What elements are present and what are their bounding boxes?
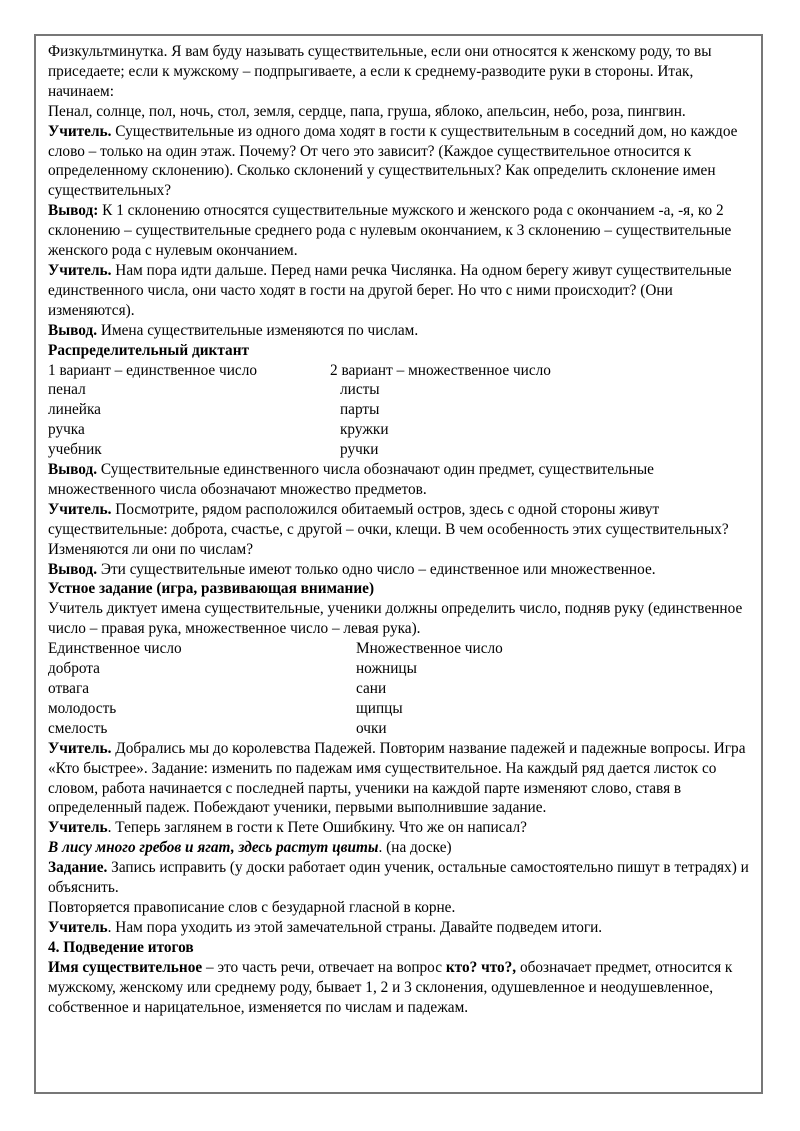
table-cell: доброта bbox=[48, 660, 100, 678]
heading-text: 4. Подведение итогов bbox=[48, 938, 194, 956]
speaker-label: Учитель. bbox=[48, 500, 112, 518]
paragraph-text: Имена существительные изменяются по числам. bbox=[97, 321, 419, 339]
paragraph-error-sentence bbox=[48, 838, 760, 858]
speaker-label: Учитель bbox=[48, 819, 108, 837]
table-row bbox=[48, 400, 760, 420]
speaker-label: Учитель. bbox=[48, 122, 112, 140]
table-cell: очки bbox=[356, 719, 387, 737]
table-cell: ручка bbox=[48, 421, 85, 439]
page-frame bbox=[34, 34, 763, 1094]
table-header-cell: Единственное число bbox=[48, 640, 182, 658]
table-row bbox=[48, 679, 760, 699]
paragraph-text: Посмотрите, рядом расположился обитаемый остров, здесь с одной стороны живут существительные: доброта, счастье, с другой – очки, клещи. В чем особенность этих существительных? Изменяются ли они по числам? bbox=[48, 500, 729, 558]
paragraph-conclusion-3 bbox=[48, 460, 760, 500]
conclusion-label: Вывод. bbox=[48, 560, 98, 578]
speaker-label: Учитель. bbox=[48, 739, 112, 757]
conclusion-label: Вывод. bbox=[48, 461, 98, 479]
table-row bbox=[48, 420, 760, 440]
speaker-label: Учитель bbox=[48, 918, 108, 936]
section-heading-dictation bbox=[48, 341, 760, 361]
paragraph-teacher-1 bbox=[48, 122, 760, 202]
table-cell: молодость bbox=[48, 699, 117, 717]
table-cell: смелость bbox=[48, 719, 108, 737]
paragraph-conclusion-4 bbox=[48, 560, 760, 580]
paragraph-teacher-6 bbox=[48, 918, 760, 938]
paragraph-text: . Теперь заглянем в гости к Пете Ошибкину. Что же он написал? bbox=[107, 819, 527, 837]
paragraph-conclusion-1 bbox=[48, 201, 760, 261]
table-cell: пенал bbox=[48, 381, 86, 399]
table-row bbox=[48, 699, 760, 719]
table-cell: кружки bbox=[340, 421, 389, 439]
paragraph-text: – это часть речи, отвечает на вопрос bbox=[202, 958, 446, 976]
table-cell: отвага bbox=[48, 680, 90, 697]
table-row bbox=[48, 719, 760, 739]
table-row bbox=[48, 440, 760, 460]
dictation-table bbox=[48, 361, 760, 461]
paragraph-text: Запись исправить (у доски работает один ученик, остальные самостоятельно пишут в тетрадях) и объяснить. bbox=[48, 859, 749, 897]
board-note: . (на доске) bbox=[378, 839, 452, 857]
table-header-cell: 2 вариант – множественное число bbox=[330, 361, 551, 379]
conclusion-label: Вывод: bbox=[48, 202, 99, 220]
section-heading-summary bbox=[48, 938, 760, 958]
table-cell: щипцы bbox=[356, 699, 403, 717]
table-cell: линейка bbox=[48, 401, 101, 419]
paragraph-teacher-3 bbox=[48, 500, 760, 560]
summary-question: кто? что?, bbox=[445, 958, 517, 976]
paragraph-text: Эти существительные имеют только одно число – единственное или множественное. bbox=[97, 560, 656, 578]
paragraph-text: К 1 склонению относятся существительные мужского и женского рода с окончанием -а, -я, ко 2 склонению – существительные среднего рода с нулевым окончанием, к 3 склонению – существительные женского рода с нулевым окончанием. bbox=[48, 202, 732, 260]
table-header-cell: Множественное число bbox=[356, 640, 503, 658]
paragraph-text: Существительные из одного дома ходят в гости к существительным в соседний дом, но каждое слово – только на один этаж. Почему? От чего это зависит? (Каждое существительное относится к определенному склонению). Сколько склонений у существительных? Как определить склонение имен существительных? bbox=[48, 122, 738, 200]
document-body bbox=[48, 42, 760, 1017]
paragraph-text: обозначает предмет, относится к мужскому, женскому или среднему роду, бывает 1, 2 и 3 склонения, одушевленное и неодушевленное, собственное и нарицательное, изменяется по числам и падежам. bbox=[48, 958, 733, 1016]
paragraph-task bbox=[48, 858, 760, 898]
paragraph-text: Нам пора идти дальше. Перед нами речка Числянка. На одном берегу живут существительные единственного числа, они часто ходят в гости на другой берег. Но что с ними происходит? (Они изменяются). bbox=[48, 261, 732, 319]
paragraph-teacher-2 bbox=[48, 261, 760, 321]
speaker-label: Учитель. bbox=[48, 261, 112, 279]
table-cell: ручки bbox=[340, 441, 379, 459]
table-header-row bbox=[48, 361, 760, 381]
paragraph-teacher-4 bbox=[48, 739, 760, 819]
table-header-row bbox=[48, 639, 760, 659]
oral-task-table bbox=[48, 639, 760, 739]
section-heading-oral-task bbox=[48, 579, 760, 599]
heading-text: Устное задание (игра, развивающая внимание) bbox=[48, 580, 375, 598]
paragraph-word-list: Пенал, солнце, пол, ночь, стол, земля, сердце, папа, груша, яблоко, апельсин, небо, роза, пингвин. bbox=[48, 102, 686, 120]
error-sentence: В лису много гребов и ягат, здесь растут цвиты bbox=[48, 839, 379, 857]
table-header-cell: 1 вариант – единственное число bbox=[48, 361, 257, 379]
paragraph-text: Существительные единственного числа обозначают один предмет, существительные множественного числа обозначают множество предметов. bbox=[48, 461, 654, 498]
paragraph-repeat: Повторяется правописание слов с безударной гласной в корне. bbox=[48, 898, 456, 916]
table-cell: учебник bbox=[48, 441, 102, 459]
table-row bbox=[48, 659, 760, 679]
heading-text: Распределительный диктант bbox=[48, 341, 250, 359]
table-cell: сани bbox=[356, 680, 387, 697]
table-row bbox=[48, 380, 760, 400]
table-cell: парты bbox=[340, 401, 380, 419]
paragraph-oral-task: Учитель диктует имена существительные, ученики должны определить число, подняв руку (единственное число – правая рука, множественное число – левая рука). bbox=[48, 600, 743, 638]
paragraph-summary bbox=[48, 958, 760, 1018]
paragraph-fizkultminutka: Физкультминутка. Я вам буду называть существительные, если они относятся к женскому роду, то вы приседаете; если к мужскому – подпрыгиваете, а если к среднему-разводите руки в стороны. Итак, начинаем: bbox=[48, 43, 712, 100]
task-label: Задание. bbox=[48, 859, 108, 877]
table-cell: листы bbox=[340, 381, 380, 399]
paragraph-conclusion-2 bbox=[48, 321, 760, 341]
summary-term: Имя существительное bbox=[48, 958, 203, 976]
table-cell: ножницы bbox=[356, 660, 417, 678]
paragraph-text: Добрались мы до королевства Падежей. Повторим название падежей и падежные вопросы. Игра «Кто быстрее». Задание: изменить по падежам имя существительное. На каждый ряд дается листок со словом, работа начинается с последней парты, ученики на каждой парте изменяют слово, ставя в определенный падеж. Побеждают ученики, первыми выполнившие задание. bbox=[48, 739, 746, 817]
paragraph-text: . Нам пора уходить из этой замечательной страны. Давайте подведем итоги. bbox=[107, 918, 603, 936]
paragraph-teacher-5 bbox=[48, 818, 760, 838]
conclusion-label: Вывод. bbox=[48, 321, 98, 339]
